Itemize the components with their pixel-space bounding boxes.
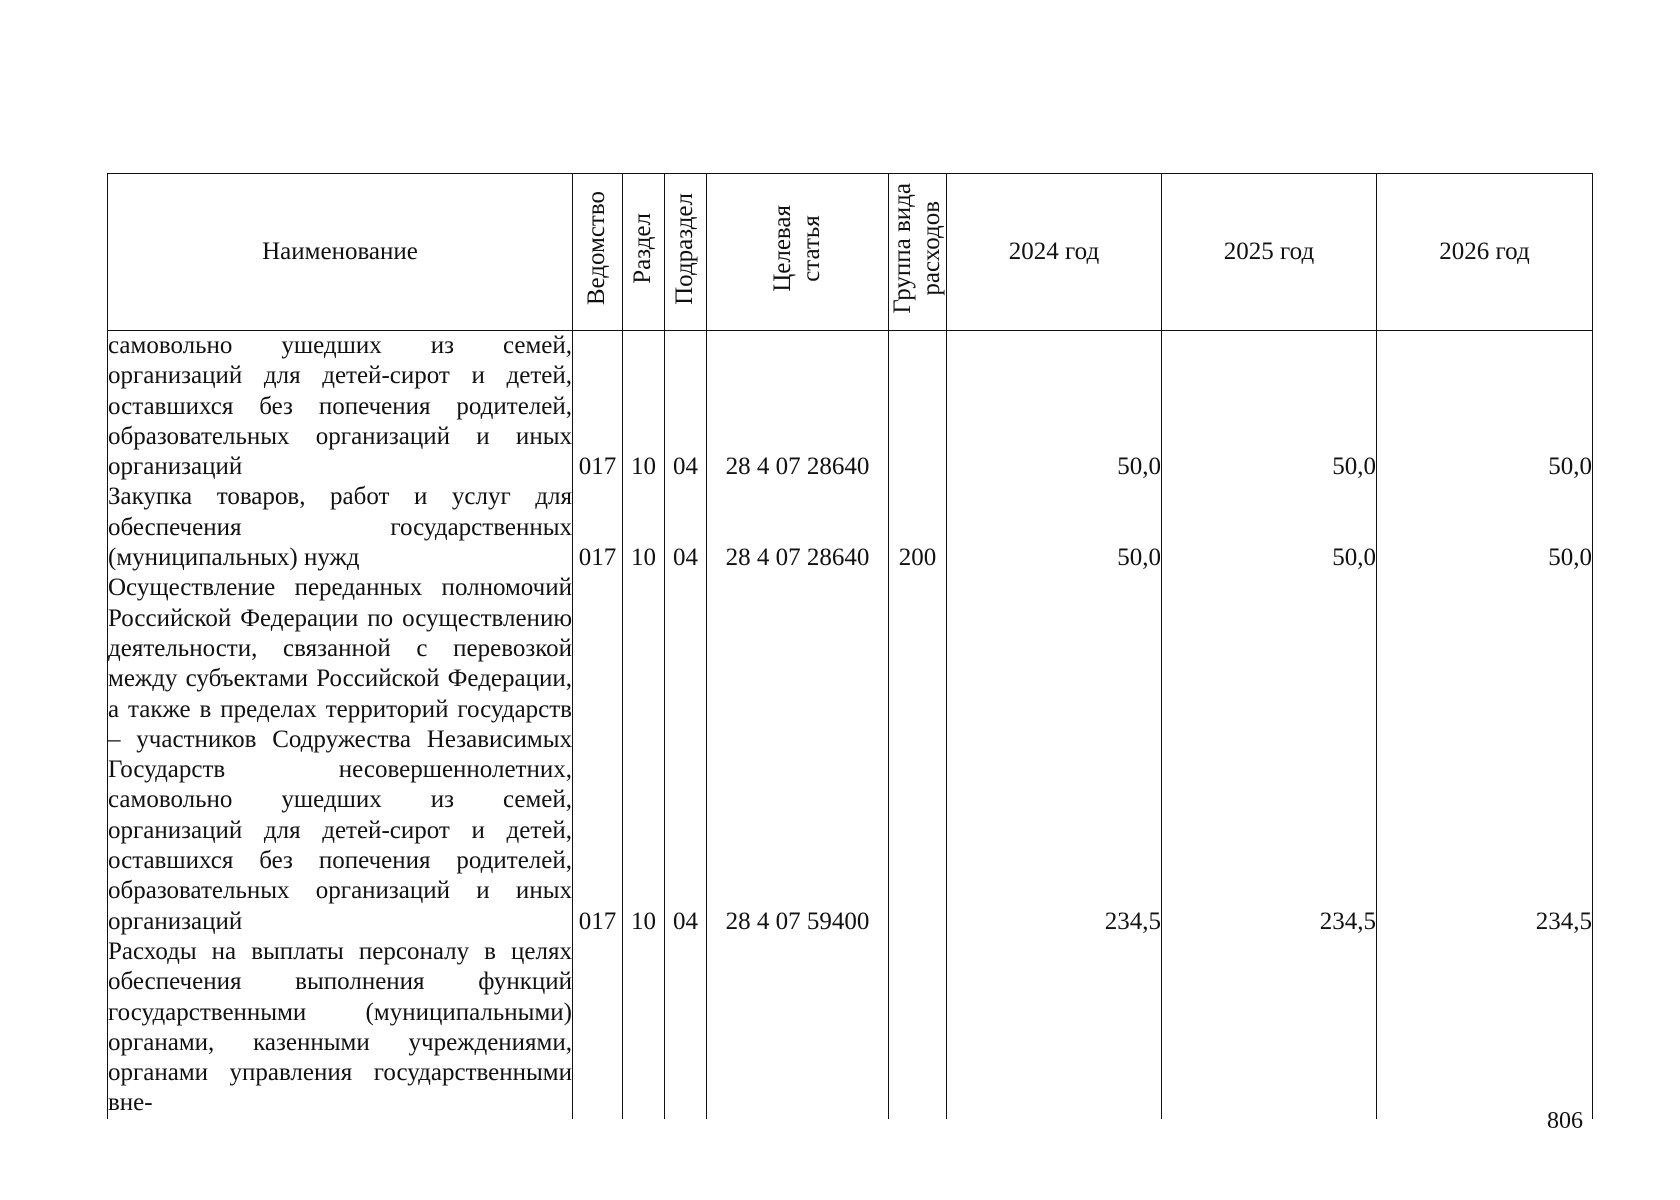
header-2024 — [947, 174, 1162, 331]
row-2025 — [1162, 937, 1377, 1119]
row-exp — [889, 573, 947, 937]
row-target: 28 4 07 28640 — [707, 482, 889, 573]
table-header-row — [108, 174, 1593, 331]
row-subsection — [665, 937, 707, 1119]
row-2024 — [947, 937, 1162, 1119]
row-dept: 017 — [573, 573, 623, 937]
header-exp-line2: расходов — [917, 201, 945, 296]
header-name — [108, 174, 573, 331]
table-row — [108, 573, 1593, 937]
row-target — [707, 937, 889, 1119]
row-2026: 234,5 — [1377, 573, 1593, 937]
row-subsection: 04 — [665, 573, 707, 937]
row-2026: 50,0 — [1377, 331, 1593, 483]
row-2024: 50,0 — [947, 482, 1162, 573]
table-row — [108, 482, 1593, 573]
header-2025-label: 2025 год — [1223, 238, 1315, 265]
header-exp-label — [889, 183, 947, 314]
row-section — [623, 937, 665, 1119]
header-2026-label: 2026 год — [1439, 238, 1530, 265]
row-name: Осуществление переданных полномочий Российской Федерации по осуществлению деятельности, связанной с перевозкой между субъектами Российской Федерации, а также в пределах территорий государств – участников Содружества Независимых Государств несовершеннолетних, самовольно ушедших из семей, организаций для детей-сирот и детей, оставшихся без попечения родителей, образовательных организаций и иных организаций — [108, 573, 573, 937]
row-section: 10 — [623, 573, 665, 937]
row-section: 10 — [623, 482, 665, 573]
budget-table — [107, 173, 1593, 1119]
header-section-label: Раздел — [629, 213, 657, 284]
header-target-label — [769, 205, 827, 292]
row-target: 28 4 07 59400 — [707, 573, 889, 937]
row-exp — [889, 331, 947, 483]
header-target — [707, 174, 889, 331]
header-target-line1: Целевая — [768, 205, 796, 292]
page-number: 806 — [1547, 1108, 1583, 1134]
header-name-label: Наименование — [262, 238, 418, 265]
row-name: Закупка товаров, работ и услуг для обеспечения государственных (муниципальных) нужд — [108, 482, 573, 573]
row-subsection: 04 — [665, 331, 707, 483]
row-exp — [889, 937, 947, 1119]
header-exp-line1: Группа вида — [889, 183, 916, 314]
row-dept: 017 — [573, 482, 623, 573]
row-2026 — [1377, 937, 1593, 1119]
row-target: 28 4 07 28640 — [707, 331, 889, 483]
table-row — [108, 937, 1593, 1119]
row-section: 10 — [623, 331, 665, 483]
header-2024-label: 2024 год — [1008, 238, 1100, 265]
row-dept: 017 — [573, 331, 623, 483]
header-dept-label: Ведомство — [583, 191, 611, 306]
row-2024: 234,5 — [947, 573, 1162, 937]
row-2025: 234,5 — [1162, 573, 1377, 937]
row-2024: 50,0 — [947, 331, 1162, 483]
header-2026 — [1377, 174, 1593, 331]
header-dept — [573, 174, 623, 331]
header-target-line2: статья — [797, 215, 825, 282]
row-subsection: 04 — [665, 482, 707, 573]
row-name: Расходы на выплаты персоналу в целях обеспечения выполнения функций государственными (муниципальными) органами, казенными учреждениями, органами управления государственными вне- — [108, 937, 573, 1119]
header-subsection-label: Подраздел — [671, 192, 699, 305]
row-name: самовольно ушедших из семей, организаций для детей-сирот и детей, оставшихся без попечения родителей, образовательных организаций и иных организаций — [108, 331, 573, 483]
table-row — [108, 331, 1593, 483]
header-2025 — [1162, 174, 1377, 331]
row-2025: 50,0 — [1162, 482, 1377, 573]
row-2026: 50,0 — [1377, 482, 1593, 573]
row-exp: 200 — [889, 482, 947, 573]
header-subsection — [665, 174, 707, 331]
header-section — [623, 174, 665, 331]
header-exp — [889, 174, 947, 331]
row-dept — [573, 937, 623, 1119]
row-2025: 50,0 — [1162, 331, 1377, 483]
